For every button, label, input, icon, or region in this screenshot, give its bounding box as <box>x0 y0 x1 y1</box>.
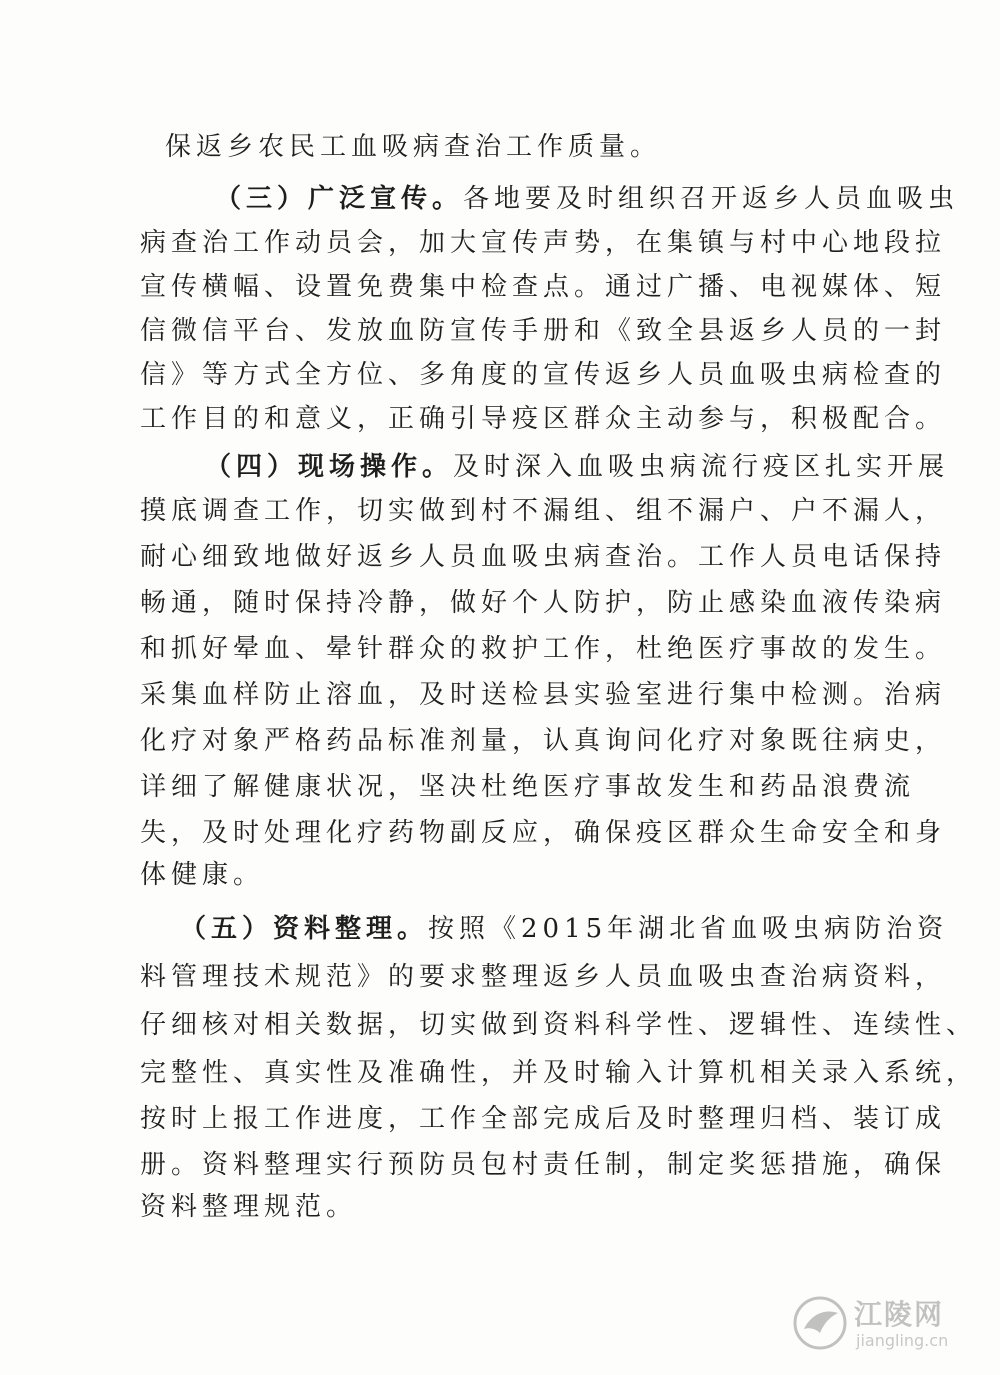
body-line <box>140 494 947 528</box>
line-text: 摸底调查工作，切实做到村不漏组、组不漏户、户不漏人， <box>140 496 947 526</box>
line-text: 信》等方式全方位、多角度的宣传返乡人员血吸虫病检查的 <box>140 360 947 390</box>
body-line <box>140 1102 947 1136</box>
body-line <box>140 770 916 804</box>
line-text: 料管理技术规范》的要求整理返乡人员血吸虫查治病资料， <box>140 962 947 992</box>
line-text: 失，及时处理化疗药物副反应，确保疫区群众生命安全和身 <box>140 818 947 848</box>
section-line <box>180 912 949 946</box>
line-text: 册。资料整理实行预防员包村责任制，制定奖惩措施，确保 <box>140 1150 947 1180</box>
body-line <box>140 678 947 712</box>
bird-logo-icon <box>792 1295 848 1351</box>
body-line <box>140 540 947 574</box>
body-line <box>140 314 947 348</box>
section-line <box>205 450 950 484</box>
line-text: 化疗对象严格药品标准剂量，认真询问化疗对象既往病史， <box>140 726 947 756</box>
body-line <box>140 270 947 304</box>
body-line <box>165 130 865 164</box>
line-text: 各地要及时组织召开返乡人员血吸虫 <box>463 184 960 214</box>
body-line <box>140 1008 978 1042</box>
line-text: 宣传横幅、设置免费集中检查点。通过广播、电视媒体、短 <box>140 272 947 302</box>
line-text: 畅通，随时保持冷静，做好个人防护，防止感染血液传染病 <box>140 588 947 618</box>
body-line <box>140 632 947 666</box>
line-text: 体健康。 <box>140 860 265 890</box>
watermark-url: jiangling.cn <box>856 1331 949 1350</box>
line-text: 采集血样防止溶血，及时送检县实验室进行集中检测。治病 <box>140 680 947 710</box>
line-text: 耐心细致地做好返乡人员血吸虫病查治。工作人员电话保持 <box>140 542 947 572</box>
body-line <box>140 960 947 994</box>
line-text: 病查治工作动员会，加大宣传声势，在集镇与村中心地段拉 <box>140 228 947 258</box>
line-text: 按照《2015年湖北省血吸虫病防治资 <box>428 914 949 944</box>
body-line <box>140 226 947 260</box>
body-line <box>140 1148 947 1182</box>
line-text: 工作目的和意义，正确引导疫区群众主动参与，积极配合。 <box>140 404 947 434</box>
line-text: 资料整理规范。 <box>140 1192 358 1222</box>
body-line <box>140 1056 978 1090</box>
section-heading: （四）现场操作。 <box>205 452 454 482</box>
body-line <box>140 816 947 850</box>
line-text: 信微信平台、发放血防宣传手册和《致全县返乡人员的一封 <box>140 316 947 346</box>
body-line <box>140 724 947 758</box>
body-line <box>140 858 840 892</box>
line-text: 及时深入血吸虫病流行疫区扎实开展 <box>453 452 950 482</box>
body-line <box>140 402 947 436</box>
line-text: 保返乡农民工血吸病查治工作质量。 <box>165 132 662 162</box>
line-text: 完整性、真实性及准确性，并及时输入计算机相关录入系统， <box>140 1058 978 1088</box>
line-text: 仔细核对相关数据，切实做到资料科学性、逻辑性、连续性、 <box>140 1010 978 1040</box>
section-heading: （五）资料整理。 <box>180 914 429 944</box>
watermark-name: 江陵网 <box>854 1298 945 1331</box>
line-text: 按时上报工作进度，工作全部完成后及时整理归档、装订成 <box>140 1104 947 1134</box>
section-line <box>215 182 960 216</box>
site-watermark <box>792 1289 982 1359</box>
line-text: 详细了解健康状况，坚决杜绝医疗事故发生和药品浪费流 <box>140 772 916 802</box>
body-line <box>140 586 947 620</box>
line-text: 和抓好晕血、晕针群众的救护工作，杜绝医疗事故的发生。 <box>140 634 947 664</box>
section-heading: （三）广泛宣传。 <box>215 184 464 214</box>
body-line <box>140 358 947 392</box>
body-line <box>140 1190 840 1224</box>
